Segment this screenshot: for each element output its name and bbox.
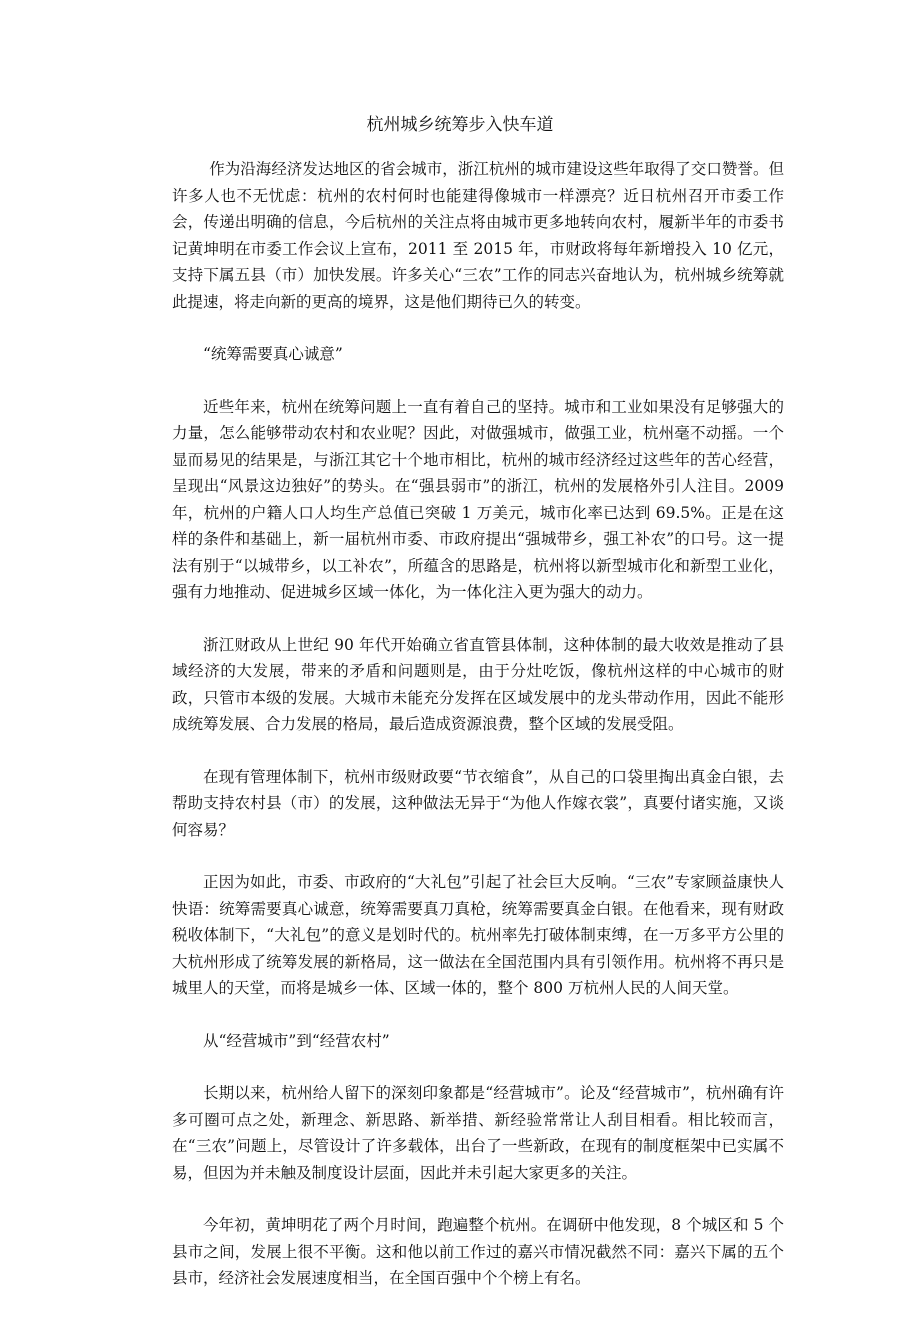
paragraph: 在现有管理体制下，杭州市级财政要“节衣缩食”，从自己的口袋里掏出真金白银，去帮助支持农村县（市）的发展，这种做法无异于“为他人作嫁衣裳”，真要付诸实施，又谈何容易？: [172, 767, 784, 839]
paragraph-intro: 作为沿海经济发达地区的省会城市，浙江杭州的城市建设这些年取得了交口赞誉。但许多人也不无忧虑：杭州的农村何时也能建得像城市一样漂亮？近日杭州召开市委工作会，传递出明确的信息，今后杭州的关注点将由城市更多地转向农村，履新半年的市委书记黄坤明在市委工作会议上宣布，2011 至 2015 年，市财政将每年新增投入 10 亿元，支持下属五县（市）加快发展。许多关心“三农”工作的同志兴奋地认为，杭州城乡统筹就此提速，将走向新的更高的境界，这是他们期待已久的转变。: [172, 160, 784, 311]
paragraph: 近些年来，杭州在统筹问题上一直有着自己的坚持。城市和工业如果没有足够强大的力量，怎么能够带动农村和农业呢？因此，对做强城市，做强工业，杭州毫不动摇。一个显而易见的结果是，与浙江其它十个地市相比，杭州的城市经济经过这些年的苦心经营，呈现出“风景这边独好”的势头。在“强县弱市”的浙江，杭州的发展格外引人注目。2009 年，杭州的户籍人口人均生产总值已突破 1 万美元，城市化率已达到 69.5%。正是在这样的条件和基础上，新一届杭州市委、市政府提出“强城带乡，强工补农”的口号。这一提法有别于“以城带乡，以工补农”，所蕴含的思路是，杭州将以新型城市化和新型工业化，强有力地推动、促进城乡区域一体化，为一体化注入更为强大的动力。: [172, 397, 784, 601]
paragraph: 正因为如此，市委、市政府的“大礼包”引起了社会巨大反响。“三农”专家顾益康快人快语：统筹需要真心诚意，统筹需要真刀真枪，统筹需要真金白银。在他看来，现有财政税收体制下，“大礼包”的意义是划时代的。杭州率先打破体制束缚，在一万多平方公里的大杭州形成了统筹发展的新格局，这一做法在全国范围内具有引领作用。杭州将不再只是城里人的天堂，而将是城乡一体、区域一体的，整个 800 万杭州人民的人间天堂。: [172, 873, 784, 997]
document-body: [172, 156, 784, 1318]
section-heading-rural: 从“经营城市”到“经营农村”: [203, 1031, 390, 1050]
document-title: 杭州城乡统筹步入快车道: [366, 115, 554, 135]
section-heading-sincerity: “统筹需要真心诚意”: [203, 345, 343, 363]
paragraph: 长期以来，杭州给人留下的深刻印象都是“经营城市”。论及“经营城市”，杭州确有许多可圈可点之处，新理念、新思路、新举措、新经验常常让人刮目相看。相比较而言，在“三农”问题上，尽管设计了许多载体，出台了一些新政，在现有的制度框架中已实属不易，但因为并未触及制度设计层面，因此并未引起大家更多的关注。: [172, 1084, 784, 1182]
paragraph: 今年初，黄坤明花了两个月时间，跑遍整个杭州。在调研中他发现，8 个城区和 5 个县市之间，发展上很不平衡。这和他以前工作过的嘉兴市情况截然不同：嘉兴下属的五个县市，经济社会发展速度相当，在全国百强中个个榜上有名。: [172, 1216, 784, 1287]
paragraph: 浙江财政从上世纪 90 年代开始确立省直管县体制，这种体制的最大收效是推动了县域经济的大发展，带来的矛盾和问题则是，由于分灶吃饭，像杭州这样的中心城市的财政，只管市本级的发展。大城市未能充分发挥在区域发展中的龙头带动作用，因此不能形成统筹发展、合力发展的格局，最后造成资源浪费，整个区域的发展受阻。: [172, 635, 784, 733]
